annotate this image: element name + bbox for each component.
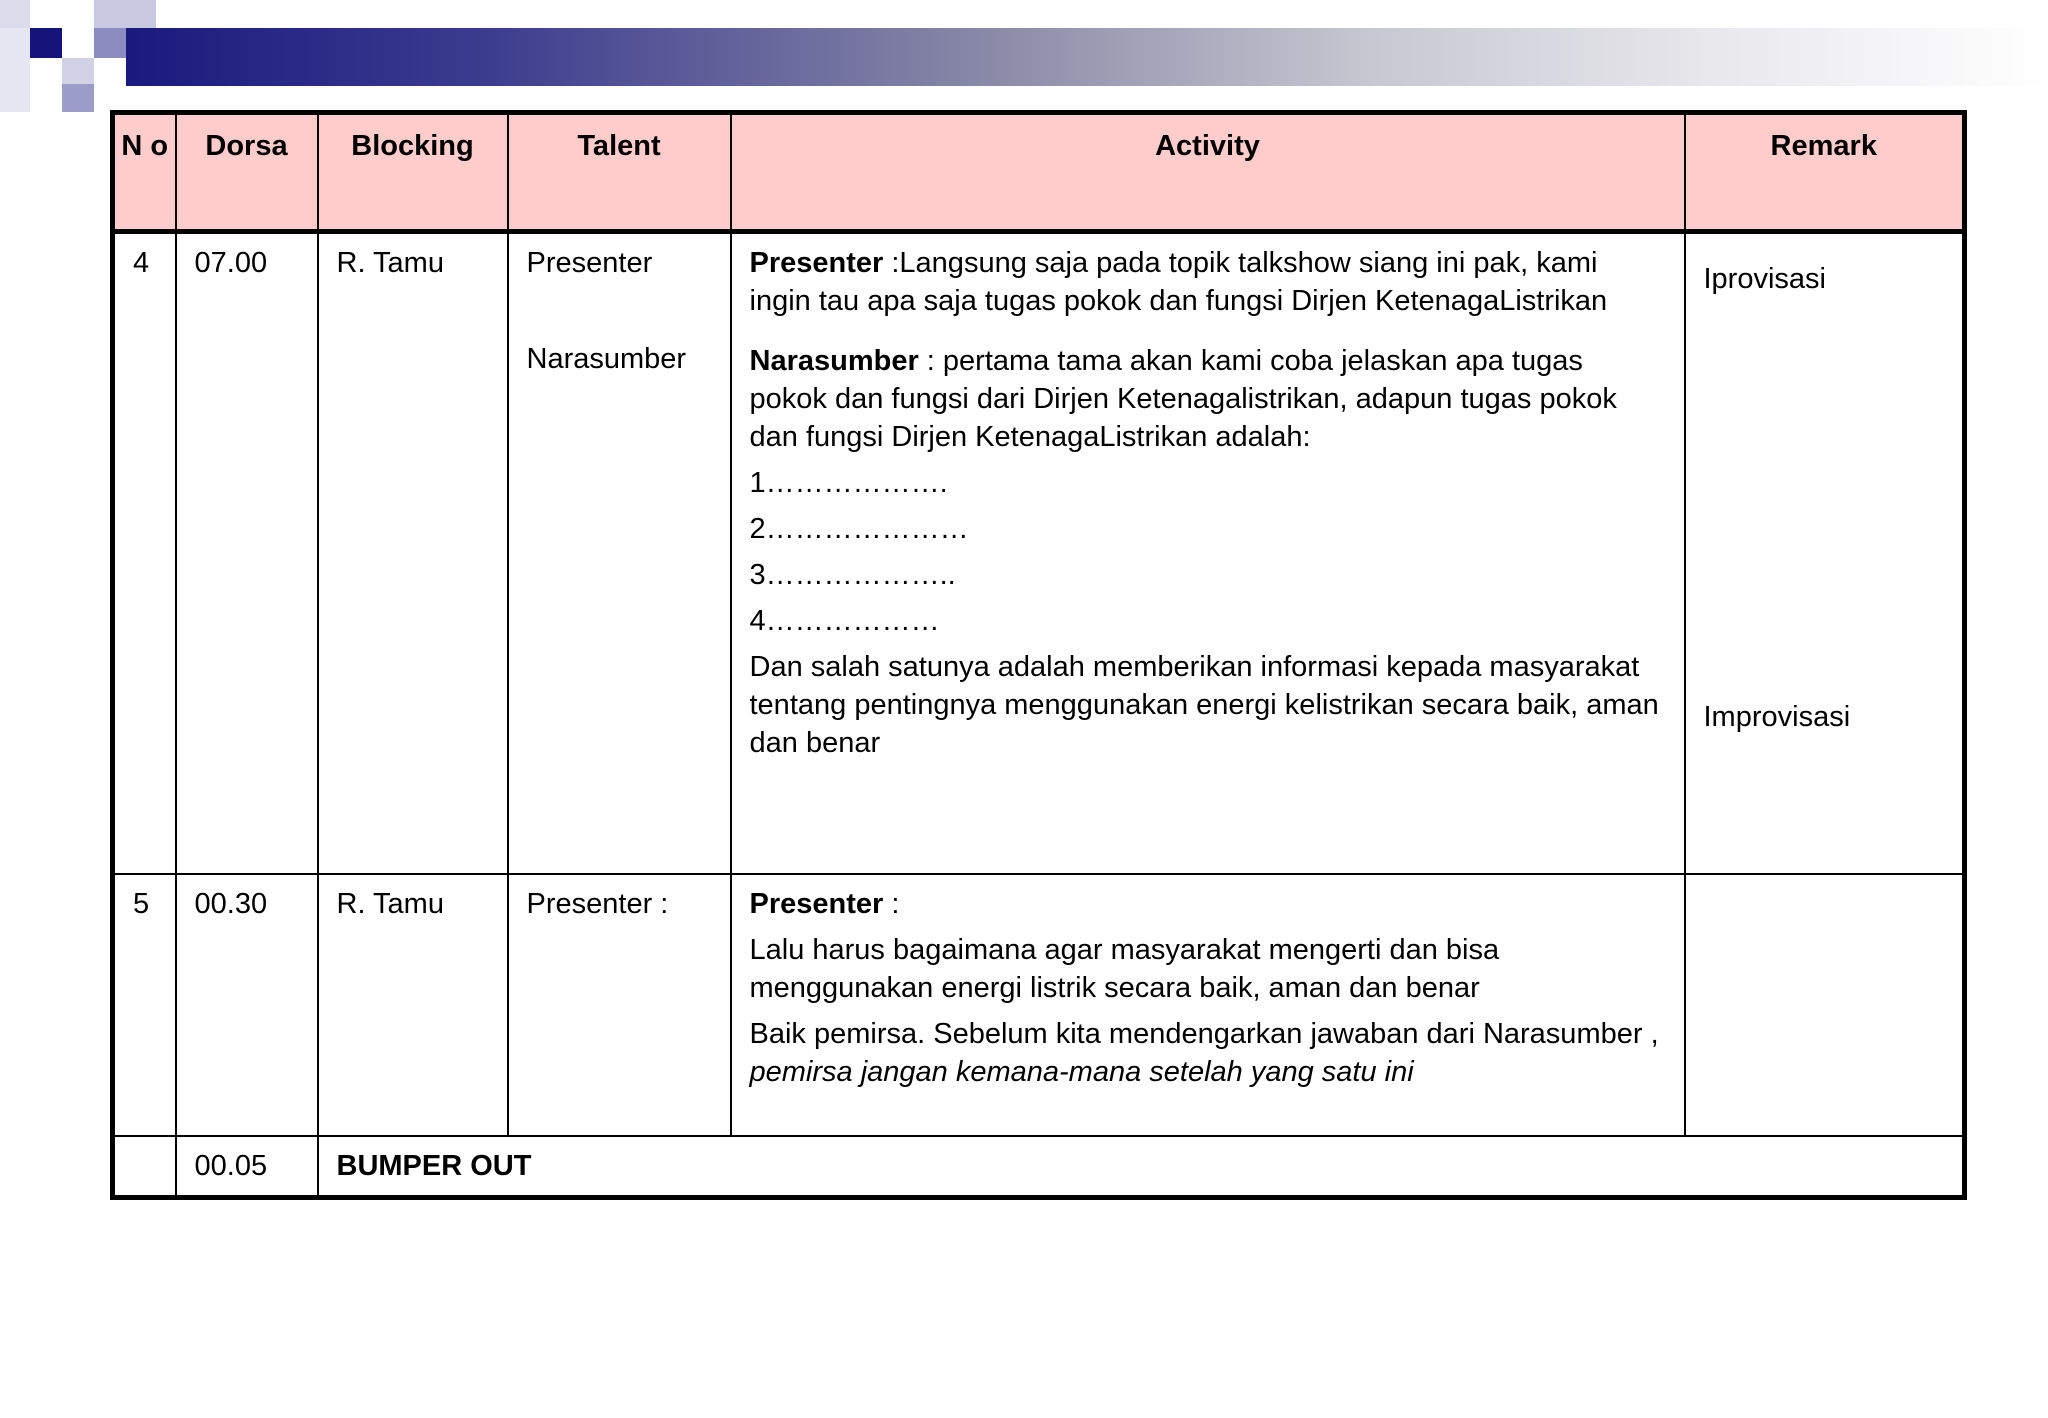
row-talent [508, 232, 731, 874]
activity-paragraph [750, 885, 1666, 923]
header-remark: Remark [1685, 113, 1965, 232]
row-blocking: R. Tamu [318, 874, 508, 1136]
remark-text: Iprovisasi [1703, 263, 1826, 295]
row-no [113, 1136, 176, 1198]
activity-text: : [883, 887, 900, 920]
row-talent: Presenter : [508, 874, 731, 1136]
table-row [113, 874, 1965, 1136]
decor-square-light-c [62, 58, 94, 84]
table-row-bumper [113, 1136, 1965, 1198]
row-activity [731, 232, 1685, 874]
activity-paragraph [750, 342, 1666, 456]
activity-text: :Langsung saja pada topik talkshow siang ini pak, kami ingin tau apa saja tugas pokok dan fungsi Dirjen KetenagaListrikan [749, 247, 1608, 317]
activity-italic-text: pemirsa jangan kemana-mana setelah yang satu ini [749, 1055, 1414, 1088]
decor-square-light-b [0, 28, 30, 112]
row-blocking: R. Tamu [318, 232, 508, 874]
remark-text: Improvisasi [1703, 701, 1851, 733]
activity-text: : pertama tama akan kami coba jelaskan apa tugas pokok dan fungsi dari Dirjen Ketenagalistrikan, adapun tugas pokok dan fungsi Dirjen KetenagaListrikan adalah: [749, 345, 1617, 453]
header-blocking: Blocking [318, 113, 508, 232]
activity-paragraph: Dan salah satunya adalah memberikan informasi kepada masyarakat tentang pentingnya menggunakan energi kelistrikan secara baik, aman dan benar [749, 651, 1659, 759]
activity-list-item: 2………………… [749, 513, 969, 545]
row-dorsa: 07.00 [176, 232, 318, 874]
rundown-table [110, 110, 1967, 1200]
title-gradient-bar [126, 28, 2048, 86]
row-no: 4 [113, 232, 176, 874]
decor-square-lower [62, 84, 94, 112]
activity-paragraph: Lalu harus bagaimana agar masyarakat mengerti dan bisa menggunakan energi listrik secara baik, aman dan benar [749, 933, 1500, 1004]
activity-paragraph [750, 244, 1666, 320]
talent-presenter: Presenter [526, 247, 653, 279]
header-dorsa: Dorsa [176, 113, 318, 232]
decor-square-light-top [0, 0, 30, 28]
talent-narasumber: Narasumber [526, 343, 687, 375]
header-activity: Activity [731, 113, 1685, 232]
row-activity [731, 874, 1685, 1136]
row-dorsa: 00.05 [176, 1136, 318, 1198]
row-dorsa: 00.30 [176, 874, 318, 1136]
activity-speaker-label: Presenter [749, 887, 884, 920]
activity-speaker-label: Presenter [749, 247, 884, 279]
activity-list-item: 1………………. [749, 467, 948, 499]
activity-list-item: 3……………….. [749, 559, 956, 591]
decor-square-dark [30, 28, 62, 58]
row-remark [1685, 874, 1965, 1136]
row-no: 5 [113, 874, 176, 1136]
activity-list-item: 4……………… [749, 605, 940, 637]
row-remark [1685, 232, 1965, 874]
activity-speaker-label: Narasumber [749, 345, 919, 377]
decor-square-light-a [94, 0, 156, 28]
header-no: N o [113, 113, 176, 232]
bumper-out-label: BUMPER OUT [318, 1136, 1965, 1198]
header-talent: Talent [508, 113, 731, 232]
table-header-row [113, 113, 1965, 232]
table-row [113, 232, 1965, 874]
activity-text: Baik pemirsa. Sebelum kita mendengarkan jawaban dari Narasumber , [749, 1017, 1659, 1050]
activity-paragraph [750, 1015, 1666, 1091]
decor-square-mid [94, 28, 126, 58]
